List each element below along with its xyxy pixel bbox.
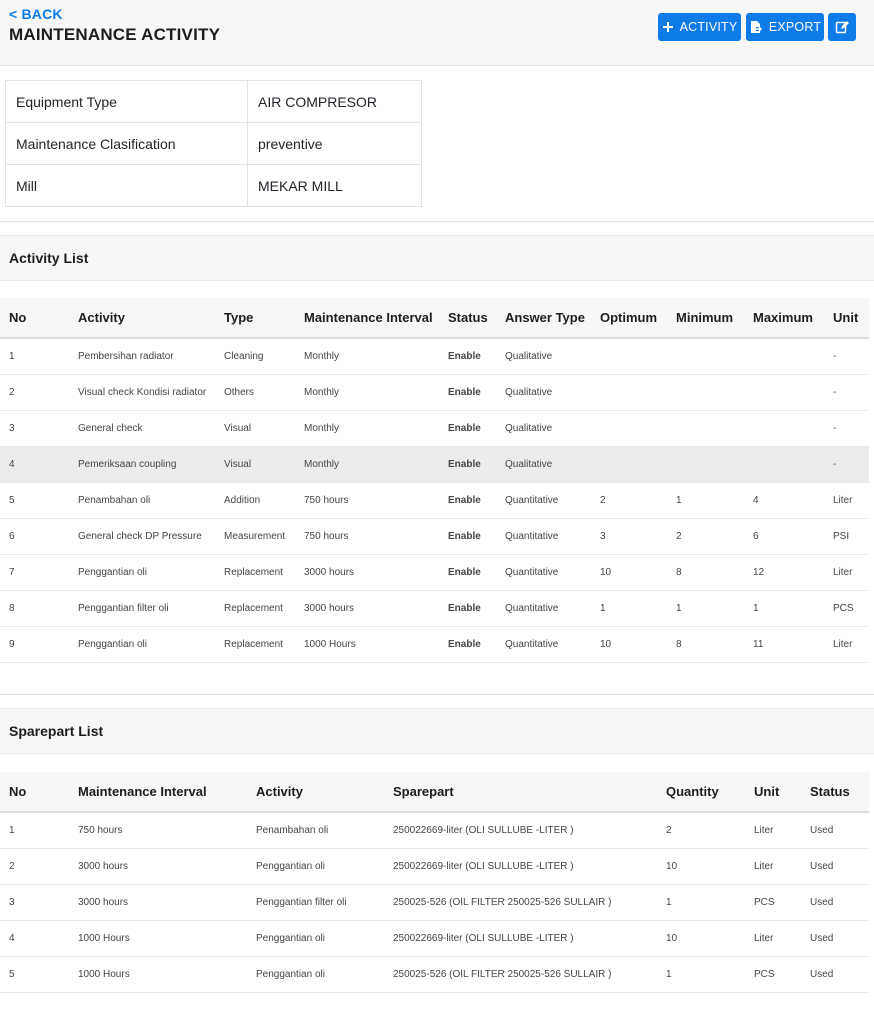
table-cell: 250022669-liter (OLI SULLUBE -LITER ) [384,812,657,848]
column-header[interactable]: Optimum [591,298,667,338]
table-cell: 2 [0,374,69,410]
table-header-row [0,298,869,338]
table-cell: 1 [591,590,667,626]
info-row [6,81,422,123]
table-cell: 750 hours [295,482,439,518]
table-cell: General check [69,410,215,446]
table-cell: 2 [657,812,745,848]
table-cell: 4 [0,446,69,482]
sparepart-list-title: Sparepart List [9,723,104,739]
table-row[interactable] [0,920,869,956]
column-header[interactable]: Activity [69,298,215,338]
table-cell: 250022669-liter (OLI SULLUBE -LITER ) [384,920,657,956]
table-cell: Quantitative [496,554,591,590]
table-cell: 2 [667,518,744,554]
column-header[interactable]: No [0,772,69,812]
column-header[interactable]: Unit [745,772,801,812]
table-cell [591,446,667,482]
table-cell: 250025-526 (OIL FILTER 250025-526 SULLAIR ) [384,956,657,992]
table-cell: Liter [824,482,869,518]
table-cell: Quantitative [496,518,591,554]
column-header[interactable]: Quantity [657,772,745,812]
table-cell: 12 [744,554,824,590]
export-label: EXPORT [768,20,822,34]
table-cell: - [824,410,869,446]
table-cell: 1 [667,482,744,518]
table-cell: 1000 Hours [295,626,439,662]
sparepart-table [0,772,869,993]
table-cell: Penggantian oli [69,626,215,662]
table-cell: 2 [0,848,69,884]
table-cell: Penambahan oli [247,812,384,848]
table-row[interactable] [0,554,869,590]
table-cell: Monthly [295,374,439,410]
table-cell: Pembersihan radiator [69,338,215,374]
table-cell: Replacement [215,554,295,590]
table-cell [591,374,667,410]
table-cell: Qualitative [496,446,591,482]
column-header[interactable]: Status [439,298,496,338]
table-cell: - [824,338,869,374]
table-cell: Penggantian oli [247,920,384,956]
table-row[interactable] [0,518,869,554]
table-cell: PCS [745,956,801,992]
table-cell: 6 [0,518,69,554]
info-row [6,165,422,207]
page-header [0,0,874,66]
column-header[interactable]: Unit [824,298,869,338]
table-cell: Qualitative [496,410,591,446]
table-cell: 8 [0,590,69,626]
activity-list-header [0,235,874,281]
table-cell: Liter [745,920,801,956]
table-cell: 3000 hours [295,590,439,626]
table-cell: Used [801,812,869,848]
table-row[interactable] [0,626,869,662]
table-cell: 8 [667,626,744,662]
table-cell: Visual [215,446,295,482]
column-header[interactable]: Status [801,772,869,812]
table-cell: Addition [215,482,295,518]
table-cell: Quantitative [496,626,591,662]
column-header[interactable]: Activity [247,772,384,812]
table-cell: Enable [439,518,496,554]
table-row[interactable] [0,446,869,482]
table-cell: - [824,446,869,482]
table-cell: 4 [0,920,69,956]
table-cell: Penggantian filter oli [247,884,384,920]
table-cell: 10 [657,920,745,956]
column-header[interactable]: Maintenance Interval [69,772,247,812]
column-header[interactable]: Minimum [667,298,744,338]
table-cell: 10 [591,626,667,662]
table-cell: 250022669-liter (OLI SULLUBE -LITER ) [384,848,657,884]
table-cell: 3000 hours [69,848,247,884]
table-cell: Quantitative [496,590,591,626]
table-cell: Penggantian oli [69,554,215,590]
table-cell: 4 [744,482,824,518]
table-cell: 3000 hours [69,884,247,920]
table-cell: Visual check Kondisi radiator [69,374,215,410]
sparepart-list-header [0,708,874,754]
table-cell: 1 [0,812,69,848]
table-cell: Enable [439,338,496,374]
column-header[interactable]: Maintenance Interval [295,298,439,338]
table-cell: 1 [667,590,744,626]
table-cell: Cleaning [215,338,295,374]
table-cell: Used [801,956,869,992]
column-header[interactable]: No [0,298,69,338]
table-cell: Penambahan oli [69,482,215,518]
table-cell: 1 [0,338,69,374]
table-cell: 3 [0,410,69,446]
table-cell: PSI [824,518,869,554]
export-button[interactable] [746,13,824,41]
table-cell: Enable [439,590,496,626]
table-cell: General check DP Pressure [69,518,215,554]
table-cell: 8 [667,554,744,590]
table-cell: - [824,374,869,410]
table-cell: 10 [591,554,667,590]
table-cell [744,374,824,410]
table-cell: 1 [657,956,745,992]
edit-button[interactable] [828,13,856,41]
table-cell: 3000 hours [295,554,439,590]
table-cell [591,338,667,374]
table-row[interactable] [0,812,869,848]
plus-icon [662,21,674,33]
table-cell [744,338,824,374]
add-activity-label: ACTIVITY [679,20,738,34]
table-cell: Visual [215,410,295,446]
table-cell: Enable [439,554,496,590]
page-title: MAINTENANCE ACTIVITY [9,25,221,44]
table-cell [591,410,667,446]
table-cell: Enable [439,374,496,410]
table-cell [667,374,744,410]
table-cell: Enable [439,482,496,518]
activity-table [0,298,869,663]
column-header[interactable]: Maximum [744,298,824,338]
table-cell: Qualitative [496,338,591,374]
table-row[interactable] [0,410,869,446]
table-row[interactable] [0,374,869,410]
info-key: Equipment Type [6,81,248,123]
table-cell: 3 [591,518,667,554]
table-cell: Penggantian oli [247,956,384,992]
table-cell: 2 [591,482,667,518]
table-cell: 750 hours [295,518,439,554]
info-value: MEKAR MILL [248,165,422,207]
table-row[interactable] [0,848,869,884]
table-cell: 5 [0,956,69,992]
table-cell: Liter [824,626,869,662]
activity-list-title: Activity List [9,250,89,266]
table-cell: Monthly [295,446,439,482]
add-activity-button[interactable] [658,13,741,41]
info-row [6,123,422,165]
table-cell: 1 [744,590,824,626]
table-cell: Penggantian oli [247,848,384,884]
table-cell [667,338,744,374]
table-cell: Measurement [215,518,295,554]
table-cell: Others [215,374,295,410]
table-cell: Penggantian filter oli [69,590,215,626]
info-key: Maintenance Clasification [6,123,248,165]
info-value: preventive [248,123,422,165]
table-cell: Liter [824,554,869,590]
table-cell: Replacement [215,590,295,626]
table-cell: Liter [745,812,801,848]
table-cell: Quantitative [496,482,591,518]
table-cell: Enable [439,410,496,446]
column-header[interactable]: Answer Type [496,298,591,338]
table-cell: Enable [439,626,496,662]
table-cell [744,446,824,482]
table-row[interactable] [0,338,869,374]
table-cell: Enable [439,446,496,482]
table-row[interactable] [0,956,869,992]
edit-icon [835,20,849,34]
table-row[interactable] [0,884,869,920]
table-cell: Monthly [295,338,439,374]
table-cell: 5 [0,482,69,518]
table-cell: Monthly [295,410,439,446]
info-key: Mill [6,165,248,207]
table-cell: 1 [657,884,745,920]
divider [0,221,874,222]
table-cell: 11 [744,626,824,662]
column-header[interactable]: Sparepart [384,772,657,812]
table-cell: Qualitative [496,374,591,410]
table-cell: Liter [745,848,801,884]
table-cell [744,410,824,446]
table-cell: 9 [0,626,69,662]
table-header-row [0,772,869,812]
table-row[interactable] [0,590,869,626]
column-header[interactable]: Type [215,298,295,338]
table-cell: Pemeriksaan coupling [69,446,215,482]
table-cell: 6 [744,518,824,554]
table-cell: 750 hours [69,812,247,848]
table-cell: PCS [745,884,801,920]
back-link[interactable]: < BACK [9,6,63,22]
table-cell: 7 [0,554,69,590]
divider [0,694,874,695]
table-cell: 250025-526 (OIL FILTER 250025-526 SULLAIR ) [384,884,657,920]
table-row[interactable] [0,482,869,518]
table-cell: Used [801,884,869,920]
table-cell: Used [801,920,869,956]
table-cell [667,410,744,446]
table-cell: Used [801,848,869,884]
table-cell: 1000 Hours [69,956,247,992]
table-cell [667,446,744,482]
table-cell: 10 [657,848,745,884]
table-cell: 1000 Hours [69,920,247,956]
table-cell: PCS [824,590,869,626]
table-cell: 3 [0,884,69,920]
info-value: AIR COMPRESOR [248,81,422,123]
table-cell: Replacement [215,626,295,662]
export-icon [749,20,763,34]
equipment-info-table [5,80,422,207]
